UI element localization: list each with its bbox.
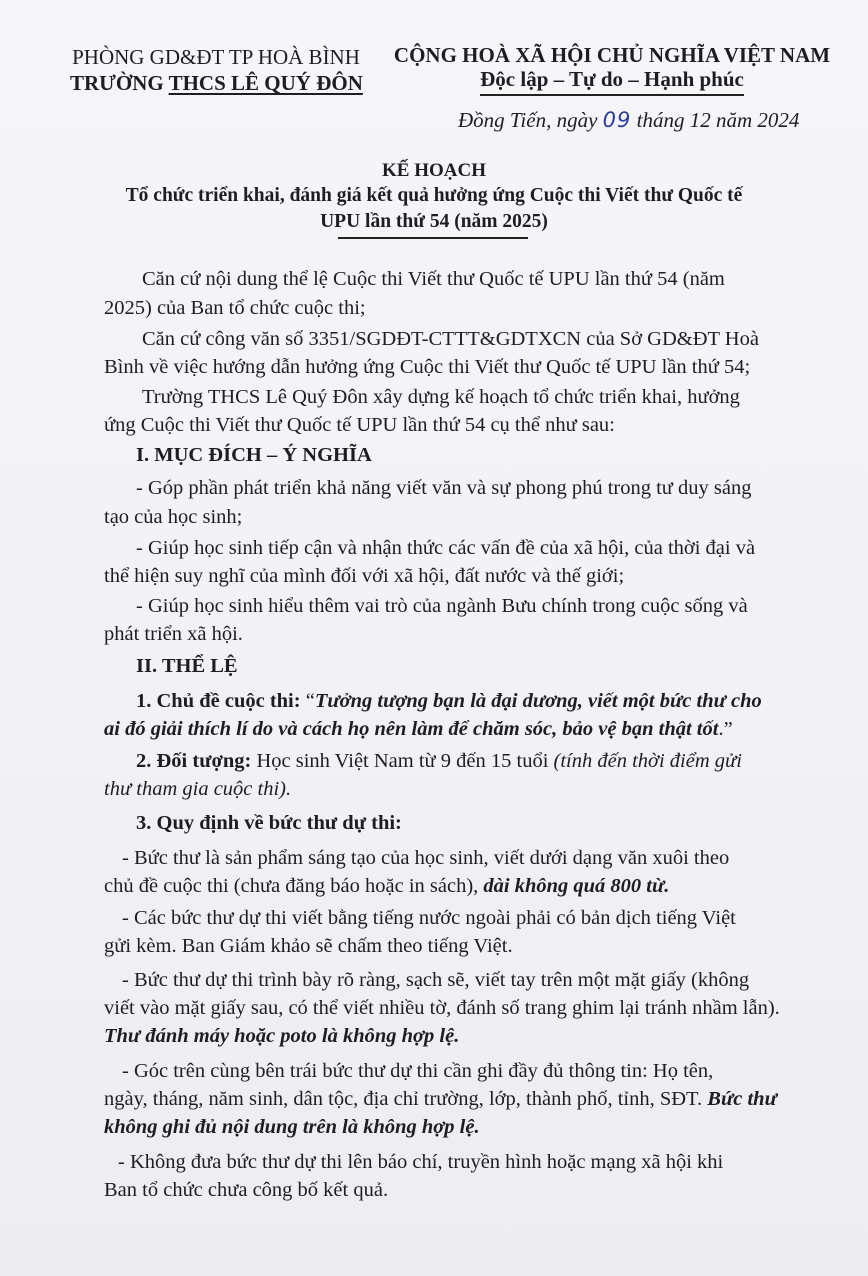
rule-4-emphasis: Bức thư <box>707 1088 777 1110</box>
rule-1-line2 <box>104 873 669 899</box>
basis-2-line1: Căn cứ công văn số 3351/SGDĐT-CTTT&GDTXCN của Sở GD&ĐT Hoà <box>142 328 759 350</box>
audience-text: Học sinh Việt Nam từ 9 đến 15 tuổi <box>251 750 554 772</box>
school-name <box>70 70 362 96</box>
purpose-1-line1: - Góp phần phát triển khả năng viết văn và sự phong phú trong tư duy sáng <box>136 477 752 499</box>
section-1-heading: I. MỤC ĐÍCH – Ý NGHĨA <box>136 444 372 466</box>
title-underline <box>338 237 528 239</box>
theme-text-1: Tưởng tượng bạn là đại dương, viết một bức thư cho <box>314 690 762 712</box>
section-2-heading: II. THỂ LỆ <box>136 655 238 677</box>
date-prefix: Đồng Tiến, ngày <box>458 108 603 132</box>
document-subtitle-line2: UPU lần thứ 54 (năm 2025) <box>320 211 548 232</box>
school-prefix: TRƯỜNG <box>70 71 169 95</box>
rule-5-line2: Ban tổ chức chưa công bố kết quả. <box>104 1179 389 1201</box>
rule-3-line2: viết vào mặt giấy sau, có thể viết nhiều tờ, đánh số trang ghim lại tránh nhầm lẫn). <box>104 997 780 1019</box>
purpose-3-line1: - Giúp học sinh hiểu thêm vai trò của ngành Bưu chính trong cuộc sống và <box>136 595 748 617</box>
motto-underline <box>480 94 744 96</box>
purpose-1-line2: tạo của học sinh; <box>104 506 243 528</box>
rule-4-line1: - Góc trên cùng bên trái bức thư dự thi cần ghi đầy đủ thông tin: Họ tên, <box>122 1060 714 1082</box>
theme-label: 1. Chủ đề cuộc thi: <box>136 690 301 712</box>
basis-1-line2: 2025) của Ban tổ chức cuộc thi; <box>104 297 366 319</box>
document-title: KẾ HOẠCH <box>382 160 486 181</box>
issue-date <box>458 108 799 133</box>
national-motto: Độc lập – Tự do – Hạnh phúc <box>480 67 744 91</box>
basis-1-line1: Căn cứ nội dung thể lệ Cuộc thi Viết thư Quốc tế UPU lần thứ 54 (năm <box>142 268 725 290</box>
rule-4-line2 <box>104 1086 777 1112</box>
basis-3-line1: Trường THCS Lê Quý Đôn xây dựng kế hoạch tổ chức triển khai, hưởng <box>142 386 740 408</box>
date-day-handwritten: 09 <box>602 108 632 132</box>
rule-2-line2: gửi kèm. Ban Giám khảo sẽ chấm theo tiếng Việt. <box>104 935 513 957</box>
audience-note-2: thư tham gia cuộc thi). <box>104 778 292 800</box>
rule-3-line3: Thư đánh máy hoặc poto là không hợp lệ. <box>104 1025 460 1047</box>
audience-note-1: (tính đến thời điểm gửi <box>553 750 742 772</box>
rule-1-emphasis: dài không quá 800 từ. <box>483 875 670 897</box>
rule-4-text: ngày, tháng, năm sinh, dân tộc, địa chỉ trường, lớp, thành phố, tỉnh, SĐT. <box>104 1088 708 1110</box>
basis-2-line2: Bình về việc hướng dẫn hưởng ứng Cuộc thi Viết thư Quốc tế UPU lần thứ 54; <box>104 356 751 378</box>
rule-1-line1: - Bức thư là sản phẩm sáng tạo của học sinh, viết dưới dạng văn xuôi theo <box>122 847 730 869</box>
date-suffix: tháng 12 năm 2024 <box>631 108 800 132</box>
rule-1-text: chủ đề cuộc thi (chưa đăng báo hoặc in sách), <box>104 875 484 897</box>
purpose-3-line2: phát triển xã hội. <box>104 623 243 645</box>
rule-2-line1: - Các bức thư dự thi viết bằng tiếng nước ngoài phải có bản dịch tiếng Việt <box>122 907 736 929</box>
audience-line1 <box>136 748 742 774</box>
national-title: CỘNG HOÀ XÃ HỘI CHỦ NGHĨA VIỆT NAM <box>393 43 831 67</box>
theme-line2 <box>104 716 733 742</box>
rule-4-line3: không ghi đủ nội dung trên là không hợp lệ. <box>104 1116 480 1138</box>
theme-text-2: ai đó giải thích lí do và cách họ nên làm để chăm sóc, bảo vệ bạn thật tốt <box>104 718 719 740</box>
rules-heading: 3. Quy định về bức thư dự thi: <box>136 812 402 834</box>
theme-open-quote: “ <box>300 690 315 712</box>
audience-label: 2. Đối tượng: <box>136 750 252 772</box>
purpose-2-line2: thể hiện suy nghĩ của mình đối với xã hội, đất nước và thế giới; <box>104 565 625 587</box>
theme-close-quote: .” <box>718 718 733 740</box>
rule-3-line1: - Bức thư dự thi trình bày rõ ràng, sạch sẽ, viết tay trên một mặt giấy (không <box>122 969 750 991</box>
purpose-2-line1: - Giúp học sinh tiếp cận và nhận thức các vấn đề của xã hội, của thời đại và <box>136 537 756 559</box>
agency-name: PHÒNG GD&ĐT TP HOÀ BÌNH <box>72 45 360 69</box>
document-subtitle-line1: Tổ chức triển khai, đánh giá kết quả hưởng ứng Cuộc thi Viết thư Quốc tế <box>125 185 743 206</box>
basis-3-line2: ứng Cuộc thi Viết thư Quốc tế UPU lần thứ 54 cụ thể như sau: <box>104 414 615 436</box>
theme-line1 <box>136 688 762 714</box>
school-name-underlined: THCS LÊ QUÝ ĐÔN <box>168 71 363 95</box>
rule-5-line1: - Không đưa bức thư dự thi lên báo chí, truyền hình hoặc mạng xã hội khi <box>118 1151 724 1173</box>
